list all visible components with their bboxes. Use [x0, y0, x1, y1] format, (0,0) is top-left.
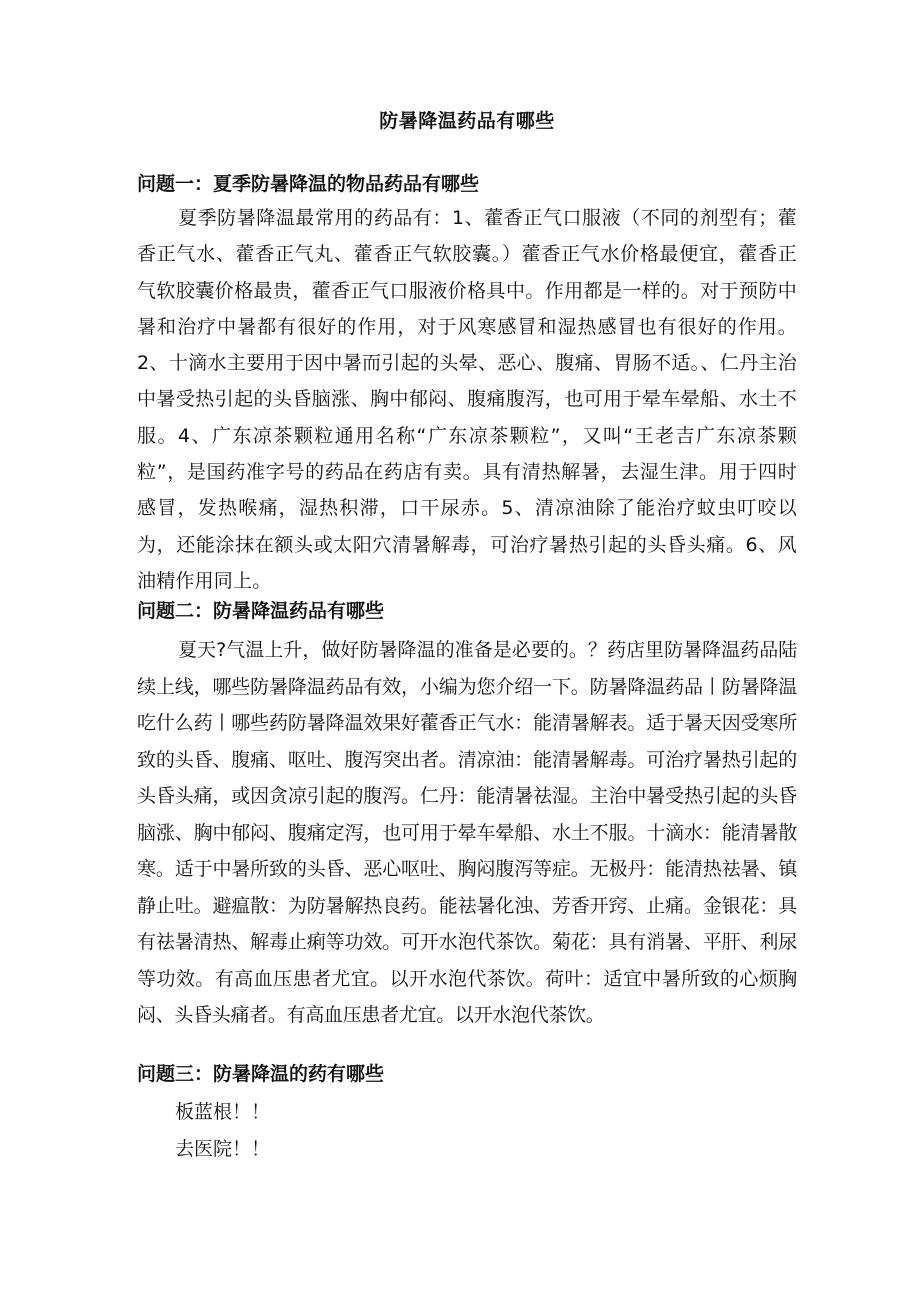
section-3-heading: 问题三：防暑降温的药有哪些: [137, 1063, 385, 1085]
section-1-body: 夏季防暑降温最常用的药品有：1、藿香正气口服液（不同的剂型有；藿香正气水、藿香正气丸、藿香正气软胶囊。）藿香正气水价格最便宜，藿香正气软胶囊价格最贵，藿香正气口服液价格具中。作用都是一样的。对于预防中暑和治疗中暑都有很好的作用，对于风寒感冒和湿热感冒也有很好的作用。2、十滴水主要用于因中暑而引起的头晕、恶心、腹痛、胃肠不适。、仁丹主治中暑受热引起的头昏脑涨、胸中郁闷、腹痛腹泻，也可用于晕车晕船、水土不服。4、广东凉茶颗粒通用名称“广东凉茶颗粒”，又叫“王老吉广东凉茶颗粒”，是国药准字号的药品在药店有卖。具有清热解暑，去湿生津。用于四时感冒，发热喉痛，湿热积滞，口干尿赤。5、清凉油除了能治疗蚊虫叮咬以为，还能涂抹在额头或太阳穴清暑解毒，可治疗暑热引起的头昏头痛。6、风油精作用同上。: [137, 207, 797, 592]
section-1-heading: 问题一：夏季防暑降温的物品药品有哪些: [137, 173, 480, 195]
document-title: 防暑降温药品有哪些: [379, 110, 555, 132]
section-3-line-1: 板蓝根！！: [175, 1101, 271, 1123]
section-2-body: 夏天?气温上升，做好防暑降温的准备是必要的。？药店里防暑降温药品陆续上线，哪些防暑降温药品有效，小编为您介绍一下。防暑降温药品丨防暑降温吃什么药丨哪些药防暑降温效果好藿香正气水：能清暑解表。适于暑天因受寒所致的头昏、腹痛、呕吐、腹泻突出者。清凉油：能清暑解毒。可治疗暑热引起的头昏头痛，或因贪凉引起的腹泻。仁丹：能清暑祛湿。主治中暑受热引起的头昏脑涨、胸中郁闷、腹痛定泻，也可用于晕车晕船、水土不服。十滴水：能清暑散寒。适于中暑所致的头昏、恶心呕吐、胸闷腹泻等症。无极丹：能清热祛暑、镇静止吐。避瘟散：为防暑解热良药。能祛暑化浊、芳香开窍、止痛。金银花：具有祛暑清热、解毒止痢等功效。可开水泡代茶饮。菊花：具有消暑、平肝、利尿等功效。有高血压患者尤宜。以开水泡代茶饮。荷叶：适宜中暑所致的心烦胸闷、头昏头痛者。有高血压患者尤宜。以开水泡代茶饮。: [137, 639, 797, 1026]
section-2-heading: 问题二：防暑降温药品有哪些: [137, 600, 385, 622]
section-3-line-2: 去医院！！: [175, 1138, 271, 1160]
